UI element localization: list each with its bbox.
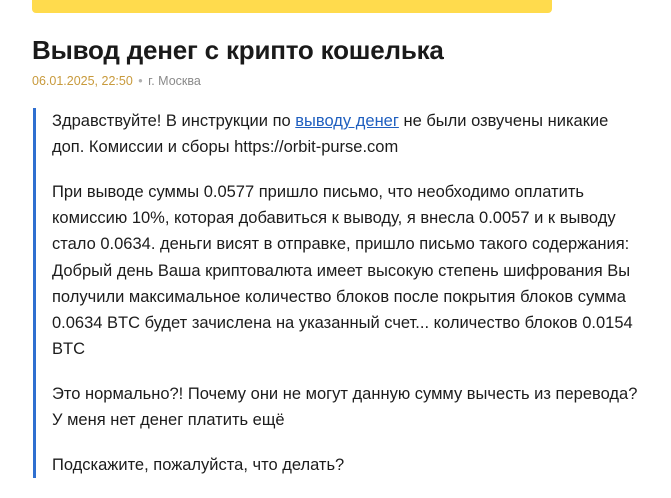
article-content bbox=[0, 13, 671, 478]
paragraph-intro-text-after: не были озвучены никакие доп. Комиссии и сборы https://orbit-purse.com bbox=[52, 112, 609, 157]
paragraph-intro-text-before: Здравствуйте! В инструкции по bbox=[52, 112, 296, 131]
meta-separator: • bbox=[138, 74, 143, 89]
paragraph-question: Это нормально?! Почему они не могут данную сумму вычесть из перевода? У меня нет денег платить ещё bbox=[52, 384, 638, 429]
paragraph-intro bbox=[52, 108, 643, 160]
article-city: г. Москва bbox=[148, 74, 201, 89]
top-banner bbox=[32, 0, 552, 13]
page-title: Вывод денег с крипто кошелька bbox=[32, 35, 444, 65]
article-date: 06.01.2025, 22:50 bbox=[32, 74, 133, 89]
withdrawal-instruction-link[interactable]: выводу денег bbox=[295, 112, 399, 131]
paragraph-request: Подскажите, пожалуйста, что делать? bbox=[52, 455, 345, 474]
question-quote-block bbox=[33, 108, 643, 478]
article-meta bbox=[32, 74, 643, 88]
paragraph-details: При выводе суммы 0.0577 пришло письмо, что необходимо оплатить комиссию 10%, которая добавиться к выводу, я внесла 0.0057 и к выводу стало 0.0634. деньги висят в отправке, пришло письмо такого содержания: Добрый день Ваша криптовалюта имеет высокую степень шифрования Вы получили максимальное количество блоков после покрытия блоков сумма 0.0634 BTC будет зачислена на указанный счет... количество блоков 0.0154 BTC bbox=[52, 183, 633, 358]
